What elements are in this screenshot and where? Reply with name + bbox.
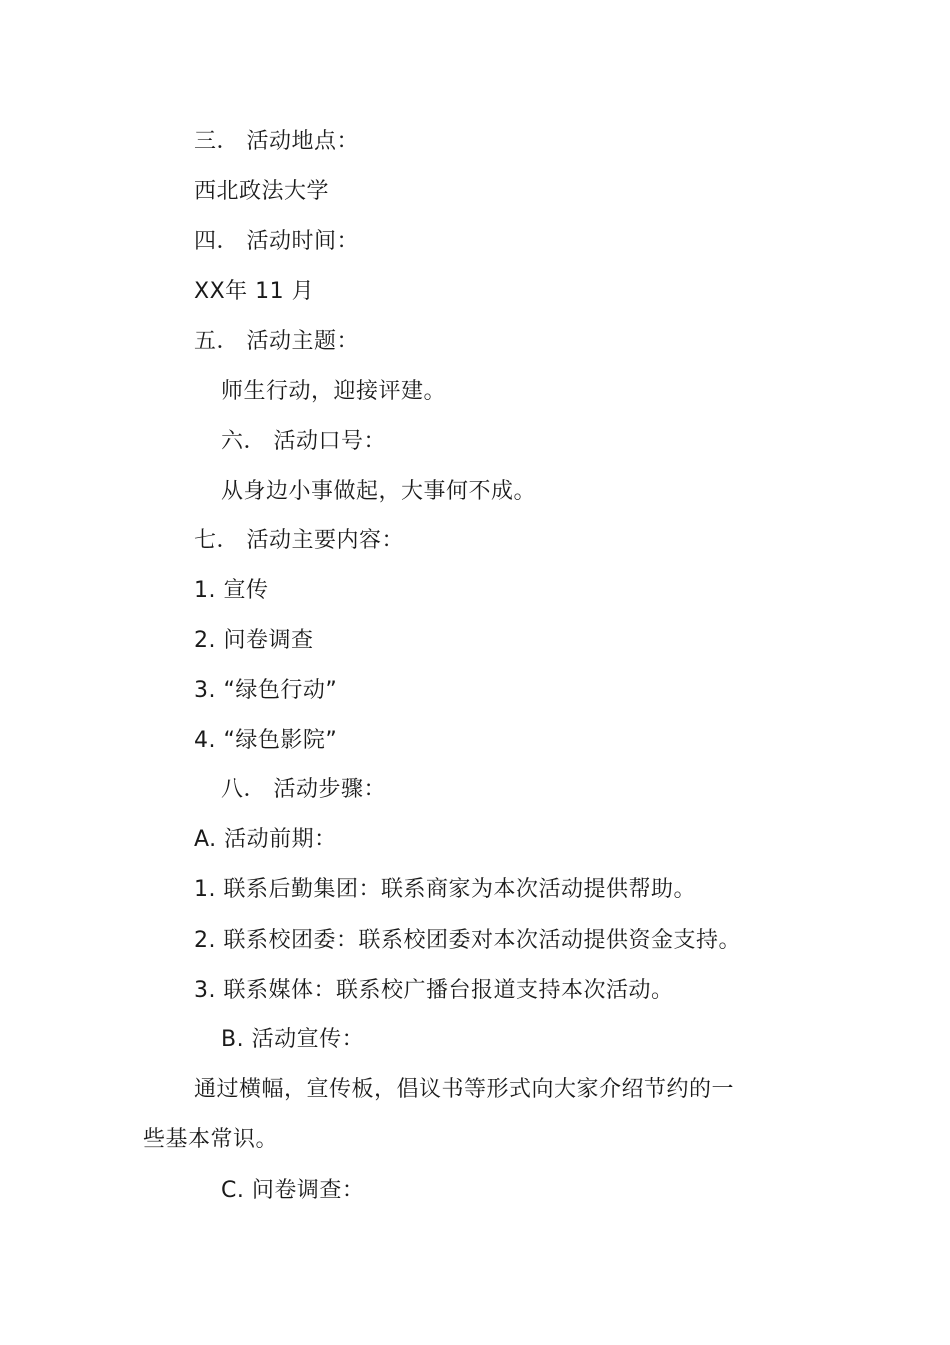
early-step-2: 2. 联系校团委：联系校团委对本次活动提供资金支持。 xyxy=(194,928,741,953)
publicity-text-line-2: 些基本常识。 xyxy=(143,1127,279,1152)
heading-slogan: 六． 活动口号： xyxy=(221,429,386,454)
venue-text: 西北政法大学 xyxy=(194,179,330,204)
time-text: XX年 11 月 xyxy=(194,279,315,304)
heading-time: 四． 活动时间： xyxy=(194,229,359,254)
content-item-4: 4. “绿色影院” xyxy=(194,728,338,753)
publicity-text-line-1: 通过横幅，宣传板，倡议书等形式向大家介绍节约的一 xyxy=(194,1077,735,1102)
subheading-survey: C. 问卷调查： xyxy=(221,1178,365,1203)
slogan-text: 从身边小事做起，大事何不成。 xyxy=(221,479,537,504)
heading-venue: 三． 活动地点： xyxy=(194,129,359,154)
heading-content: 七． 活动主要内容： xyxy=(194,528,404,553)
subheading-publicity: B. 活动宣传： xyxy=(221,1027,365,1052)
early-step-3: 3. 联系媒体：联系校广播台报道支持本次活动。 xyxy=(194,978,674,1003)
heading-steps: 八． 活动步骤： xyxy=(221,777,386,802)
early-step-1: 1. 联系后勤集团：联系商家为本次活动提供帮助。 xyxy=(194,877,696,902)
heading-theme: 五． 活动主题： xyxy=(194,329,359,354)
content-item-2: 2. 问卷调查 xyxy=(194,628,314,653)
subheading-early-stage: A. 活动前期： xyxy=(194,827,337,852)
content-item-3: 3. “绿色行动” xyxy=(194,678,338,703)
theme-text: 师生行动，迎接评建。 xyxy=(221,379,447,404)
content-item-1: 1. 宣传 xyxy=(194,578,269,603)
